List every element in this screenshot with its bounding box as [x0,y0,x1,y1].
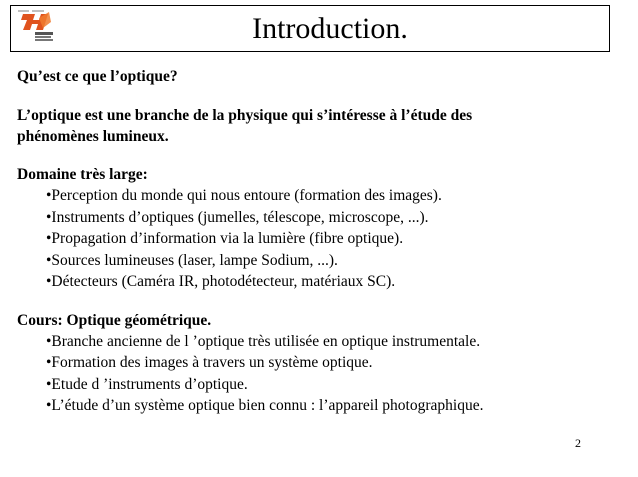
slide-title: Introduction. [252,12,408,45]
definition-line-2: phénomènes lumineux. [17,128,169,145]
list-item: •Perception du monde qui nous entoure (formation des images). [46,187,442,204]
slide-content [17,66,617,417]
list-item: •Sources lumineuses (laser, lampe Sodium, ...). [46,251,338,269]
list-item: •Instruments d’optiques (jumelles, télescope, microscope, ...). [46,208,429,226]
list-item: •L’étude d’un système optique bien connu : l’appareil photographique. [46,397,484,414]
question-heading: Qu’est ce que l’optique? [17,68,178,85]
title-box [10,5,610,52]
list-item: •Etude d ’instruments d’optique. [46,375,248,393]
course-heading: Cours: Optique géométrique. [17,311,212,329]
domain-list [17,185,617,293]
list-item: •Propagation d’information via la lumière (fibre optique). [46,230,404,247]
list-item: •Formation des images à travers un système optique. [46,354,373,371]
list-item: •Branche ancienne de l ’optique très utilisée en optique instrumentale. [46,332,481,350]
course-list [17,331,617,417]
domain-heading: Domaine très large: [17,166,148,183]
list-item: •Détecteurs (Caméra IR, photodétecteur, matériaux SC). [46,273,396,290]
page-number: 2 [575,436,581,450]
definition-line-1: L’optique est une branche de la physique qui s’intéresse à l’étude des [17,107,473,124]
